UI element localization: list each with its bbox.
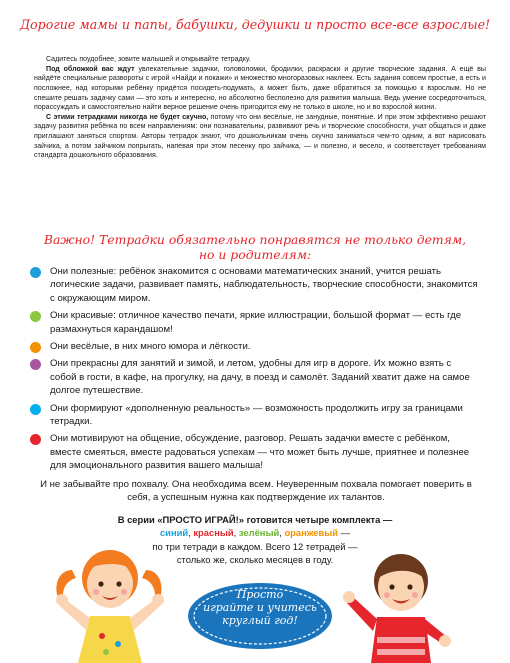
bullet-dot-icon xyxy=(30,311,41,322)
bullet-dot-icon xyxy=(30,404,41,415)
bullet-dot-icon xyxy=(30,267,41,278)
series-line-4: столько же, сколько месяцев в году. xyxy=(176,553,334,565)
list-item xyxy=(30,340,478,353)
girl-illustration xyxy=(50,540,170,663)
intro-paragraph-1: Садитесь поудобнее, зовите малышей и открывайте тетрадку. xyxy=(46,56,251,63)
series-line-3: по три тетради в каждом. Всего 12 тетрадей — xyxy=(152,540,358,552)
series-lead xyxy=(80,513,430,526)
series-separator: , xyxy=(233,527,239,539)
speech-bubble-line-2: играйте и учитесь xyxy=(203,601,317,614)
list-item xyxy=(30,432,478,472)
list-item-text: Они полезные: ребёнок знакомится с основами математических знаний, учится решать логические задачи, развивает память, наблюдательность, творческие способности, знакомится с окружающим миром. xyxy=(50,266,478,304)
list-item xyxy=(30,265,478,305)
series-colors xyxy=(80,526,430,539)
section-subtitle-line-1: Важно! Тетрадки обязательно понравятся не только детям, xyxy=(43,232,467,247)
series-color-blue: синий xyxy=(159,527,189,539)
list-item-text: Они весёлые, в них много юмора и лёгкости. xyxy=(50,341,251,353)
intro-paragraph-3 xyxy=(34,113,486,161)
series-color-red: красный xyxy=(193,527,234,539)
intro-paragraph-2-lead: Под обложкой вас ждут xyxy=(46,65,135,73)
list-item-text: Они формируют «дополненную реальность» — возможность продолжить игру за границами тетрадки. xyxy=(50,402,463,428)
section-subtitle-line-2: но и родителям: xyxy=(198,247,312,262)
list-item-text: Они красивые: отличное качество печати, яркие иллюстрации, большой формат — есть где размахнуться карандашом! xyxy=(50,310,462,335)
speech-bubble-line-1: Просто xyxy=(236,588,284,601)
list-item xyxy=(30,402,478,429)
bullet-dot-icon xyxy=(30,359,41,370)
closing-text: И не забывайте про похвалу. Она необходима всем. Неуверенным похвала помогает поверить в себя, а успешным нужна как подтверждение их талантов. xyxy=(40,479,472,504)
benefits-list xyxy=(30,265,478,477)
series-color-orange: оранжевый xyxy=(284,527,339,539)
series-dash: — xyxy=(338,527,351,539)
intro-paragraph-2 xyxy=(34,65,486,113)
series-lead-text: В серии «ПРОСТО ИГРАЙ!» готовится четыре комплекта — xyxy=(117,514,393,525)
series-separator: , xyxy=(188,527,194,539)
intro-paragraph-3-lead: С этими тетрадками никогда не будет скучно, xyxy=(46,113,209,121)
intro-paragraph-3-body: потому что они весёлые, не занудные, понятные. И при этом эффективно решают задачу развития ребёнка по всем направлениям: они познавательны, развивают речь и творческие способности, учат общаться и даже приглашают заняться спортом. Авторы тетрадок знают, что дошкольникам очень скучно заниматься чем-то одним, а вот нарисовать зайчика, а потом зайчиком попрыгать, напевая при этом песенку про зайчика, — и полезно, и весело, и соответствует требованиям стандарта дошкольного образования. xyxy=(34,113,486,160)
speech-bubble-text xyxy=(185,588,335,627)
list-item-text: Они мотивируют на общение, обсуждение, разговор. Решать задачки вместе с ребёнком, вместе смеяться, вместе радоваться успехам — что может быть лучше, приятнее и полезнее для эмоционального развития вашего малыша! xyxy=(50,433,470,472)
series-color-green: зелёный xyxy=(238,527,280,539)
section-subtitle xyxy=(40,232,470,262)
bullet-dot-icon xyxy=(30,342,41,353)
speech-bubble-line-3: круглый год! xyxy=(222,614,298,627)
intro-text xyxy=(34,55,486,161)
bullet-dot-icon xyxy=(30,434,41,445)
list-item-text: Они прекрасны для занятий и зимой, и летом, удобны для игр в дороге. Их можно взять с собой в гости, в кафе, на прогулку, на дачу, в поезд и самолёт. Заданий хватит даже на самое долгое путешествие. xyxy=(50,358,470,397)
boy-illustration xyxy=(335,545,465,663)
series-separator: , xyxy=(279,527,285,539)
page-title: Дорогие мамы и папы, бабушки, дедушки и просто все-все взрослые! xyxy=(19,17,491,32)
list-item xyxy=(30,357,478,397)
list-item xyxy=(30,309,478,336)
intro-paragraph-2-body: увлекательные задачки, головоломки, бродилки, раскраски и другие творческие задания. А ещё вы найдёте специальные развороты с игрой «Найди и покажи» и множество многоразовых наклеек. Есть задания совсем простые, а есть и посложнее, над которыми ребёнку придётся посидеть-подумать, а может быть, даже обратиться за помощью к взрослым. Но не спешите решать задачку сами — это хоть и интересно, но абсолютно бесполезно для развития малыша. Ведь умение сосредоточиться, порассуждать и самостоятельно найти верное решение очень пригодится ему не только в школе, но и во взрослой жизни. xyxy=(34,65,486,112)
